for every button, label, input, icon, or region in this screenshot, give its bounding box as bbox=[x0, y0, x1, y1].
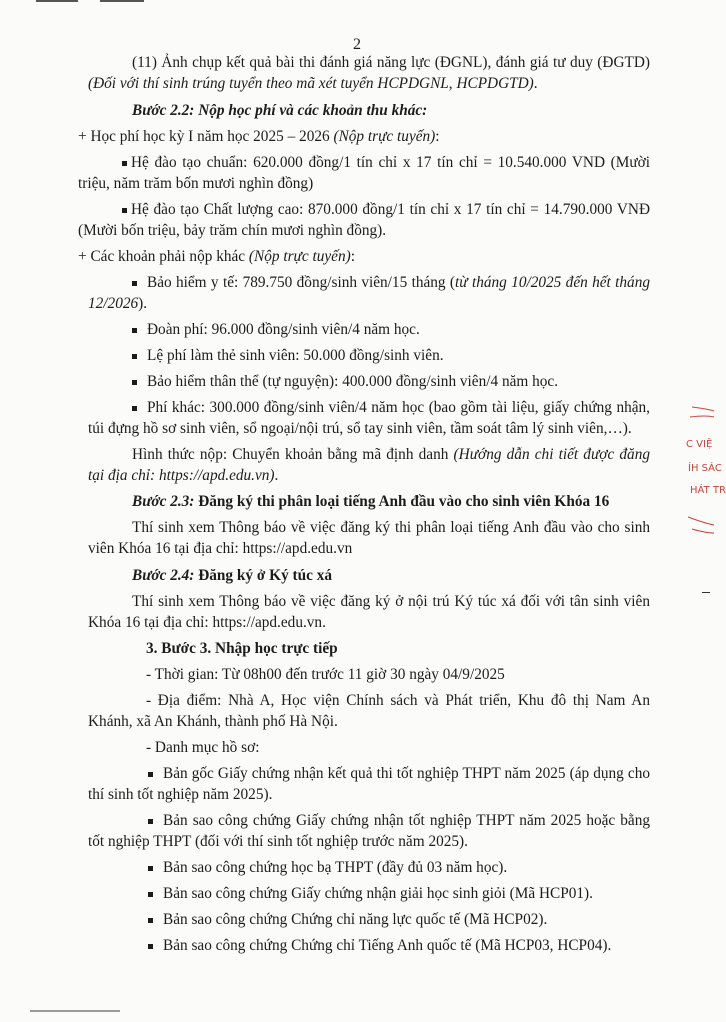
bottom-edge-line bbox=[30, 1010, 120, 1012]
bullet-icon bbox=[148, 819, 153, 824]
page-number: 2 bbox=[353, 36, 361, 53]
bullet-icon bbox=[148, 944, 153, 949]
document-list-item: Bản sao công chứng Chứng chỉ năng lực quốc tế (Mã HCP02). bbox=[88, 909, 650, 930]
document-body bbox=[78, 52, 651, 961]
bullet-icon bbox=[148, 866, 153, 871]
step-2-3-text: Thí sinh xem Thông báo về việc đăng ký thi phân loại tiếng Anh đầu vào cho sinh viên Khóa 16 tại địa chỉ: https://apd.edu.vn bbox=[88, 519, 650, 557]
step-2-4-text: Thí sinh xem Thông báo về việc đăng ký ở nội trú Ký túc xá đối với tân sinh viên Khóa 16 tại địa chỉ: https://apd.edu.vn. bbox=[88, 593, 650, 631]
seal-text: HÁT TR bbox=[690, 485, 726, 496]
step-2-2-heading: Bước 2.2: Nộp học phí và các khoản thu khác: bbox=[132, 102, 428, 119]
step-3-heading: 3. Bước 3. Nhập học trực tiếp bbox=[146, 640, 338, 657]
bullet-icon bbox=[132, 281, 137, 286]
document-list-item: Bản gốc Giấy chứng nhận kết quả thi tốt nghiệp THPT năm 2025 (áp dụng cho thí sinh tốt nghiệp năm 2025). bbox=[88, 765, 650, 803]
item-11-paragraph: (11) Ảnh chụp kết quả bài thi đánh giá năng lực (ĐGNL), đánh giá tư duy (ĐGTD) (Đối với thí sinh trúng tuyển theo mã xét tuyển HCPDGNL, HCPDGTD). bbox=[88, 54, 650, 92]
health-insurance-item: Bảo hiểm y tế: 789.750 đồng/sinh viên/15 tháng (từ tháng 10/2025 đến hết tháng 12/2026). bbox=[88, 274, 650, 312]
other-fee-item: Phí khác: 300.000 đồng/sinh viên/4 năm học (bao gồm tài liệu, giấy chứng nhận, túi đựng hồ sơ sinh viên, sổ ngoại/nội trú, sổ tay sinh viên, tầm soát tâm lý sinh viên,…). bbox=[88, 399, 650, 437]
step-3-place: - Địa điểm: Nhà A, Học viện Chính sách và Phát triển, Khu đô thị Nam An Khánh, xã An Khánh, thành phố Hà Nội. bbox=[88, 692, 650, 730]
bullet-icon bbox=[132, 354, 137, 359]
bullet-icon bbox=[122, 161, 127, 166]
union-fee-item: Đoàn phí: 96.000 đồng/sinh viên/4 năm học. bbox=[88, 319, 650, 340]
step-3-time: - Thời gian: Từ 08h00 đến trước 11 giờ 30 ngày 04/9/2025 bbox=[146, 666, 505, 683]
other-fees-label: + Các khoản phải nộp khác (Nộp trực tuyến): bbox=[78, 248, 355, 265]
seal-text: C VIỆ bbox=[686, 439, 713, 450]
document-list-item: Bản sao công chứng học bạ THPT (đầy đủ 03 năm học). bbox=[88, 857, 650, 878]
margin-mark bbox=[702, 592, 710, 593]
top-edge-line bbox=[100, 0, 144, 2]
tuition-high-quality: Hệ đào tạo Chất lượng cao: 870.000 đồng/1 tín chỉ x 17 tín chỉ = 14.790.000 VNĐ (Mười bốn triệu, bảy trăm chín mươi nghìn đồng). bbox=[78, 201, 650, 239]
step-2-4-heading: Bước 2.4: Đăng ký ở Ký túc xá bbox=[132, 567, 333, 584]
red-seal-stamp bbox=[682, 405, 726, 535]
bullet-icon bbox=[148, 918, 153, 923]
seal-text: ÍH SÁC bbox=[688, 463, 722, 474]
tuition-standard: Hệ đào tạo chuẩn: 620.000 đồng/1 tín chỉ x 17 tín chỉ = 10.540.000 VND (Mười triệu, năm trăm bốn mươi nghìn đồng) bbox=[78, 154, 650, 192]
document-list-item: Bản sao công chứng Giấy chứng nhận giải học sinh giỏi (Mã HCP01). bbox=[88, 883, 650, 904]
body-insurance-item: Bảo hiểm thân thể (tự nguyện): 400.000 đồng/sinh viên/4 năm học. bbox=[88, 371, 650, 392]
student-card-fee-item: Lệ phí làm thẻ sinh viên: 50.000 đồng/sinh viên. bbox=[88, 345, 650, 366]
bullet-icon bbox=[148, 772, 153, 777]
step-3-list-label: - Danh mục hồ sơ: bbox=[146, 739, 260, 756]
bullet-icon bbox=[132, 380, 137, 385]
bullet-icon bbox=[132, 406, 137, 411]
top-edge-line bbox=[36, 0, 78, 2]
document-list-item: Bản sao công chứng Giấy chứng nhận tốt nghiệp THPT năm 2025 hoặc bằng tốt nghiệp THPT (đối với thí sinh tốt nghiệp trước năm 2025). bbox=[88, 812, 650, 850]
bullet-icon bbox=[132, 328, 137, 333]
bullet-icon bbox=[148, 892, 153, 897]
bullet-icon bbox=[122, 208, 127, 213]
tuition-label: + Học phí học kỳ I năm học 2025 – 2026 (Nộp trực tuyến): bbox=[78, 128, 440, 145]
document-list-item: Bản sao công chứng Chứng chỉ Tiếng Anh quốc tế (Mã HCP03, HCP04). bbox=[88, 935, 650, 956]
step-2-3-heading: Bước 2.3: Đăng ký thi phân loại tiếng Anh đầu vào cho sinh viên Khóa 16 bbox=[132, 493, 610, 510]
payment-method: Hình thức nộp: Chuyển khoản bằng mã định danh (Hướng dẫn chi tiết được đăng tại địa chỉ: https://apd.edu.vn). bbox=[88, 446, 651, 484]
